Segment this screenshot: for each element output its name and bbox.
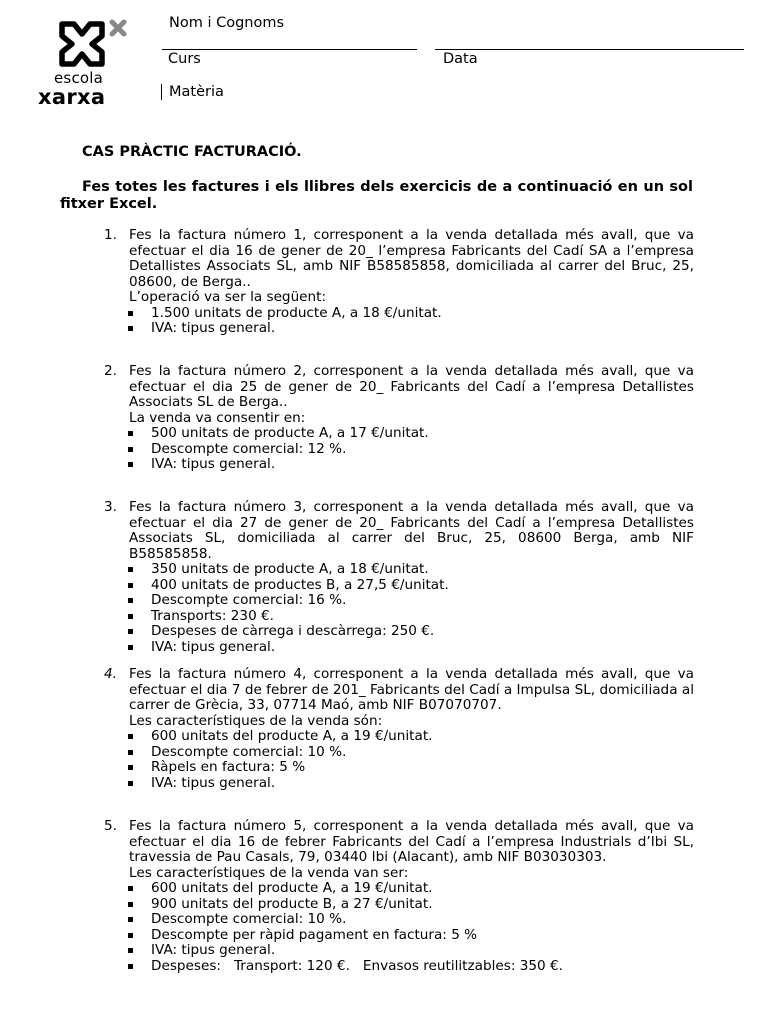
bullet-icon [128,734,133,739]
exercise-statement: Fes la factura número 2, corresponent a la venda detallada més avall, que va efectuar el dia 25 de gener de 20_ Fabricants del Cadí a l’empresa Detallistes Associats SL de Berga.. [129,363,694,410]
list-item [104,959,694,975]
list-item [104,729,694,745]
exercise-2 [104,364,694,473]
bullet-icon [128,431,133,436]
exercise-lead: La venda va consentir en: [129,409,306,426]
page-title: CAS PRÀCTIC FACTURACIÓ. [82,144,302,160]
course-field-label: Curs [168,51,201,67]
bullet-icon [128,765,133,770]
list-item [104,760,694,776]
list-item [104,442,694,458]
list-item-text: Ràpels en factura: 5 % [151,759,306,775]
bullet-icon [128,917,133,922]
exercise-lead: Les característiques de la venda van ser: [129,864,409,881]
exercise-1 [104,228,694,337]
list-item-text: Descompte comercial: 10 %. [151,911,347,927]
exercise-number: 3. [104,499,117,515]
bullet-icon [128,781,133,786]
list-item-text: Descompte per ràpid pagament en factura: 5 % [151,926,478,943]
list-item [104,928,694,944]
exercise-5 [104,819,694,974]
logo-text-escola: escola [54,69,104,87]
list-item [104,881,694,897]
list-item-text: IVA: tipus general. [151,320,276,336]
xarxa-logo-icon [52,18,128,70]
exercise-statement: Fes la factura número 4, corresponent a la venda detallada més avall, que va efectuar el dia 7 de febrer de 201_ Fabricants del Cadí a Impulsa SL, domiciliada al carrer de Grècia, 33, 07714 Maó, amb NIF B07070707. [129,666,694,713]
bullet-icon [128,645,133,650]
date-field-label: Data [443,51,478,67]
list-item [104,593,694,609]
list-item-text: 400 unitats de productes B, a 27,5 €/unitat. [151,576,449,593]
list-item-text: Transports: 230 €. [151,607,275,624]
list-item [104,578,694,594]
exercise-statement: Fes la factura número 3, corresponent a la venda detallada més avall, que va efectuar el dia 27 de gener de 20_ Fabricants del Cadí a l’empresa Detallistes Associats SL, domiciliada al carrer del Bruc, 25, 08600 Berga, amb NIF B58585858. [129,499,694,562]
list-item-text: Descompte comercial: 16 %. [151,592,347,608]
bullet-icon [128,598,133,603]
list-item-text: 600 unitats del producte A, a 19 €/unitat. [151,728,433,744]
list-item [104,457,694,473]
list-item-text: Descompte comercial: 10 %. [151,743,347,760]
list-item [104,624,694,640]
exercise-statement: Fes la factura número 5, corresponent a la venda detallada més avall, que va efectuar el dia 16 de febrer Fabricants del Cadí a l’empresa Industrials d’Ibi SL, travessia de Pau Casals, 79, 03440 Ibi (Alacant), amb NIF B03030303. [129,818,694,865]
bullet-icon [128,933,133,938]
bullet-icon [128,886,133,891]
exercise-4 [104,667,694,791]
logo-text-xarxa: xarxa [38,85,106,109]
bullet-icon [128,583,133,588]
bullet-icon [128,629,133,634]
bullet-icon [128,750,133,755]
list-item [104,943,694,959]
list-item [104,897,694,913]
list-item-text: IVA: tipus general. [151,638,276,655]
list-item-text: Descompte comercial: 12 %. [151,440,347,457]
exercise-number: 1. [104,227,117,243]
list-item-text: 500 unitats de producte A, a 17 €/unitat. [151,425,429,441]
list-item-text: IVA: tipus general. [151,942,276,958]
list-item-text: 900 unitats del producte B, a 27 €/unitat. [151,895,433,912]
name-field-label: Nom i Cognoms [169,15,285,31]
list-item-text: 600 unitats del producte A, a 19 €/unitat. [151,880,433,896]
list-item [104,776,694,792]
date-field-line[interactable] [435,49,744,50]
exercise-number: 4. [104,666,117,682]
list-item [104,745,694,761]
exercise-statement: Fes la factura número 1, corresponent a la venda detallada més avall, que va efectuar el dia 16 de gener de 20_ l’empresa Fabricants del Cadí SA a l’empresa Detallistes Associats SL, amb NIF B58585858, domiciliada al carrer del Bruc, 25, 08600, de Berga.. [129,227,694,290]
bullet-icon [128,567,133,572]
bullet-icon [128,948,133,953]
intro-instructions: Fes totes les factures i els llibres dels exercicis de a continuació en un sol fitxer Excel. [60,179,693,212]
list-item [104,306,694,322]
list-item-text: IVA: tipus general. [151,774,276,791]
exercise-number: 2. [104,363,117,379]
subject-field-label: Matèria [169,84,224,100]
list-item-text: Despeses: Transport: 120 €. Envasos reutilitzables: 350 €. [151,957,563,974]
list-item [104,426,694,442]
list-item [104,609,694,625]
bullet-icon [128,614,133,619]
bullet-icon [128,462,133,467]
bullet-icon [128,902,133,907]
list-item [104,912,694,928]
bullet-icon [128,447,133,452]
exercise-3 [104,500,694,655]
school-logo [36,18,131,110]
exercise-lead: Les característiques de la venda són: [129,712,383,729]
list-item [104,562,694,578]
list-item-text: 1.500 unitats de producte A, a 18 €/unitat. [151,304,442,321]
list-item-text: 350 unitats de producte A, a 18 €/unitat. [151,561,429,577]
list-item-text: IVA: tipus general. [151,456,276,472]
list-item-text: Despeses de càrrega i descàrrega: 250 €. [151,623,435,639]
bullet-icon [128,311,133,316]
bullet-icon [128,964,133,969]
exercise-number: 5. [104,818,117,834]
subject-field-marker [161,84,162,100]
list-item [104,640,694,656]
name-field-line[interactable] [162,49,417,50]
list-item [104,321,694,337]
exercise-lead: L’operació va ser la següent: [129,289,327,305]
bullet-icon [128,326,133,331]
